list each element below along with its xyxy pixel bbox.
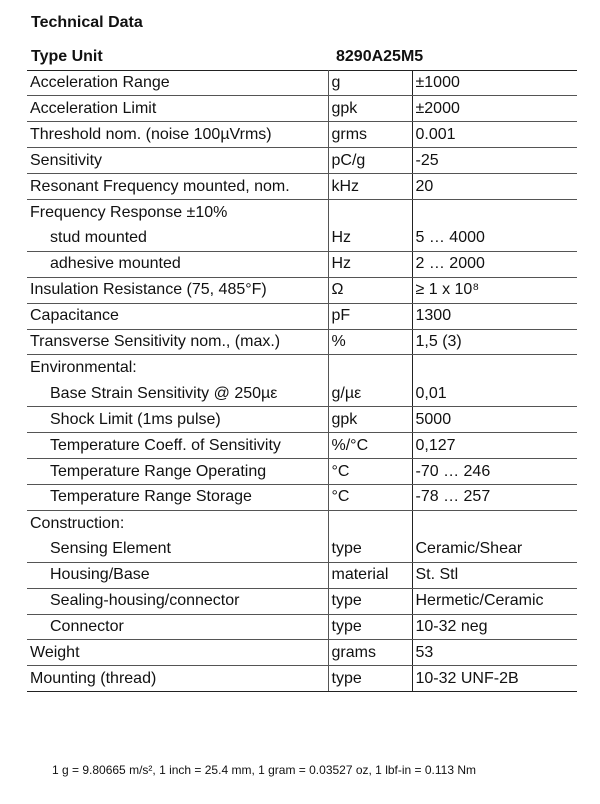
- section-header-row: [27, 355, 577, 381]
- param-value: 1300: [412, 303, 577, 329]
- param-unit: pC/g: [328, 148, 412, 174]
- table-row: [27, 303, 577, 329]
- param-name: Capacitance: [27, 303, 328, 329]
- param-unit: material: [328, 562, 412, 588]
- table-row: [27, 122, 577, 148]
- table-row: [27, 96, 577, 122]
- param-unit: g/µε: [328, 381, 412, 407]
- table-row: [27, 225, 577, 251]
- param-unit: [328, 200, 412, 226]
- table-row: [27, 277, 577, 303]
- param-name: Acceleration Range: [27, 70, 328, 96]
- table-row: [27, 70, 577, 96]
- table-row: [27, 148, 577, 174]
- param-value: 20: [412, 174, 577, 200]
- param-unit: type: [328, 614, 412, 640]
- param-name: Resonant Frequency mounted, nom.: [27, 174, 328, 200]
- param-value: 10-32 UNF-2B: [412, 666, 577, 692]
- param-unit: Hz: [328, 251, 412, 277]
- param-value: [412, 200, 577, 226]
- param-unit: Ω: [328, 277, 412, 303]
- param-unit: [328, 355, 412, 381]
- param-value: Hermetic/Ceramic: [412, 588, 577, 614]
- param-value: 10-32 neg: [412, 614, 577, 640]
- table-row: [27, 666, 577, 692]
- table-row: [27, 562, 577, 588]
- param-name: Acceleration Limit: [27, 96, 328, 122]
- param-unit: type: [328, 536, 412, 562]
- table-row: [27, 381, 577, 407]
- param-unit: Hz: [328, 225, 412, 251]
- param-value: 0,127: [412, 433, 577, 459]
- table-row: [27, 251, 577, 277]
- param-value: ±2000: [412, 96, 577, 122]
- section-header-row: [27, 200, 577, 226]
- table-row: [27, 329, 577, 355]
- param-value: Ceramic/Shear: [412, 536, 577, 562]
- section-title: Construction:: [30, 514, 125, 532]
- param-unit: [328, 510, 412, 536]
- table-row: [27, 614, 577, 640]
- param-unit: grms: [328, 122, 412, 148]
- param-unit: °C: [328, 459, 412, 485]
- table-row: [27, 536, 577, 562]
- param-name: Temperature Coeff. of Sensitivity: [27, 433, 328, 459]
- section-title: Frequency Response ±10%: [30, 203, 228, 221]
- param-unit: %/°C: [328, 433, 412, 459]
- param-name: Insulation Resistance (75, 485°F): [27, 277, 328, 303]
- param-name: Mounting (thread): [27, 666, 328, 692]
- param-value: 5 … 4000: [412, 225, 577, 251]
- param-value: ≥ 1 x 10⁸: [412, 277, 577, 303]
- table-row: [27, 588, 577, 614]
- param-unit: grams: [328, 640, 412, 666]
- param-name: Transverse Sensitivity nom., (max.): [27, 329, 328, 355]
- param-value: 2 … 2000: [412, 251, 577, 277]
- table-row: [27, 174, 577, 200]
- table-row: [27, 433, 577, 459]
- param-value: 0,01: [412, 381, 577, 407]
- param-value: 0.001: [412, 122, 577, 148]
- param-name: Sealing-housing/connector: [27, 588, 328, 614]
- param-value: -25: [412, 148, 577, 174]
- table-row: [27, 485, 577, 511]
- param-unit: gpk: [328, 407, 412, 433]
- param-name: Temperature Range Operating: [27, 459, 328, 485]
- param-name: Threshold nom. (noise 100µVrms): [27, 122, 328, 148]
- param-unit: gpk: [328, 96, 412, 122]
- param-unit: pF: [328, 303, 412, 329]
- param-name: Temperature Range Storage: [27, 485, 328, 511]
- param-name: Shock Limit (1ms pulse): [27, 407, 328, 433]
- table-header: [27, 45, 577, 71]
- param-name: Connector: [27, 614, 328, 640]
- param-name: adhesive mounted: [27, 251, 328, 277]
- param-unit: g: [328, 70, 412, 96]
- param-unit: °C: [328, 485, 412, 511]
- header-model-number: 8290A25M5: [336, 48, 424, 65]
- table-row: [27, 640, 577, 666]
- param-name: stud mounted: [27, 225, 328, 251]
- param-unit: kHz: [328, 174, 412, 200]
- section-header-row: [27, 510, 577, 536]
- table-row: [27, 459, 577, 485]
- header-type-unit-label: Type Unit: [31, 48, 103, 65]
- page-title: Technical Data: [31, 14, 143, 31]
- param-value: St. Stl: [412, 562, 577, 588]
- section-title: Environmental:: [30, 359, 137, 377]
- param-name: Base Strain Sensitivity @ 250µε: [27, 381, 328, 407]
- table-row: [27, 407, 577, 433]
- param-name: Housing/Base: [27, 562, 328, 588]
- param-name: Sensitivity: [27, 148, 328, 174]
- param-value: -70 … 246: [412, 459, 577, 485]
- unit-conversion-footnote: 1 g = 9.80665 m/s², 1 inch = 25.4 mm, 1 gram = 0.03527 oz, 1 lbf-in = 0.113 Nm: [52, 763, 477, 777]
- param-value: 1,5 (3): [412, 329, 577, 355]
- param-name: Sensing Element: [27, 536, 328, 562]
- param-name: Weight: [27, 640, 328, 666]
- param-unit: type: [328, 666, 412, 692]
- param-unit: type: [328, 588, 412, 614]
- param-value: 53: [412, 640, 577, 666]
- param-value: -78 … 257: [412, 485, 577, 511]
- param-value: 5000: [412, 407, 577, 433]
- param-unit: %: [328, 329, 412, 355]
- param-value: [412, 510, 577, 536]
- param-value: ±1000: [412, 70, 577, 96]
- param-value: [412, 355, 577, 381]
- technical-data-table: [27, 70, 577, 692]
